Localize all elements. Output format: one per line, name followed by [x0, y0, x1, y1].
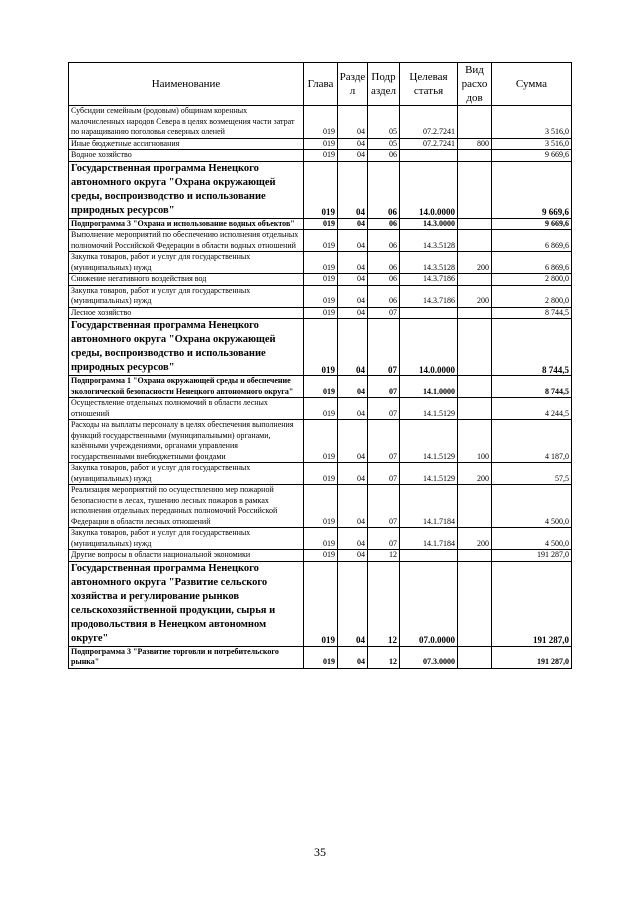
cell-target: 07.3.0000 — [400, 646, 458, 668]
cell-kind — [458, 161, 492, 218]
table-row — [69, 485, 572, 528]
cell-name: Лесное хозяйство — [69, 307, 304, 319]
cell-target: 14.1.5129 — [400, 420, 458, 463]
cell-target: 07.2.7241 — [400, 106, 458, 139]
cell-chapter: 019 — [304, 376, 338, 398]
cell-section: 04 — [338, 376, 368, 398]
cell-subsection: 06 — [368, 218, 400, 230]
cell-kind: 800 — [458, 138, 492, 150]
table-row — [69, 376, 572, 398]
cell-chapter: 019 — [304, 230, 338, 252]
cell-subsection: 12 — [368, 646, 400, 668]
cell-sum: 57,5 — [492, 463, 572, 485]
cell-chapter: 019 — [304, 252, 338, 274]
cell-kind — [458, 150, 492, 162]
cell-target: 14.1.5129 — [400, 463, 458, 485]
cell-subsection: 05 — [368, 106, 400, 139]
cell-section: 04 — [338, 150, 368, 162]
cell-kind — [458, 218, 492, 230]
cell-chapter: 019 — [304, 485, 338, 528]
cell-kind — [458, 550, 492, 562]
cell-name: Закупка товаров, работ и услуг для государственных (муниципальных) нужд — [69, 252, 304, 274]
cell-section: 04 — [338, 161, 368, 218]
cell-sum: 2 800,0 — [492, 285, 572, 307]
cell-sum: 2 800,0 — [492, 274, 572, 286]
table-row — [69, 161, 572, 218]
cell-chapter: 019 — [304, 285, 338, 307]
cell-target: 14.3.0000 — [400, 218, 458, 230]
cell-target: 14.1.5129 — [400, 398, 458, 420]
cell-sum: 6 869,6 — [492, 230, 572, 252]
cell-sum: 8 744,5 — [492, 319, 572, 376]
cell-name: Подпрограмма 3 "Охрана и использование водных объектов" — [69, 218, 304, 230]
table-header-row — [69, 63, 572, 106]
cell-name: Подпрограмма 1 "Охрана окружающей среды и обеспечение экологической безопасности Ненецкого автономного округа" — [69, 376, 304, 398]
cell-sum: 4 500,0 — [492, 485, 572, 528]
cell-section: 04 — [338, 285, 368, 307]
cell-name: Государственная программа Ненецкого автономного округа "Развитие сельского хозяйства и регулирование рынков сельскохозяйственной продукции, сырья и продовольствия в Ненецком автономном округе" — [69, 561, 304, 646]
cell-chapter: 019 — [304, 561, 338, 646]
cell-section: 04 — [338, 106, 368, 139]
table-row — [69, 319, 572, 376]
table-row — [69, 150, 572, 162]
cell-sum: 4 500,0 — [492, 528, 572, 550]
cell-subsection: 07 — [368, 463, 400, 485]
cell-chapter: 019 — [304, 398, 338, 420]
table-row — [69, 463, 572, 485]
cell-chapter: 019 — [304, 106, 338, 139]
cell-kind — [458, 319, 492, 376]
header-subsection: Подр аздел — [368, 63, 400, 106]
cell-kind — [458, 485, 492, 528]
cell-name: Снижение негативного воздействия вод — [69, 274, 304, 286]
cell-chapter: 019 — [304, 319, 338, 376]
cell-kind: 200 — [458, 252, 492, 274]
cell-sum: 191 287,0 — [492, 561, 572, 646]
cell-section: 04 — [338, 420, 368, 463]
cell-name: Закупка товаров, работ и услуг для государственных (муниципальных) нужд — [69, 528, 304, 550]
cell-section: 04 — [338, 307, 368, 319]
cell-target — [400, 150, 458, 162]
table-row — [69, 646, 572, 668]
cell-sum: 3 516,0 — [492, 138, 572, 150]
cell-sum: 6 869,6 — [492, 252, 572, 274]
header-target: Целевая статья — [400, 63, 458, 106]
cell-name: Субсидии семейным (родовым) общинам коренных малочисленных народов Севера в целях возмещения части затрат по наращиванию поголовья северных оленей — [69, 106, 304, 139]
table-row — [69, 550, 572, 562]
cell-section: 04 — [338, 485, 368, 528]
cell-sum: 3 516,0 — [492, 106, 572, 139]
cell-target: 14.0.0000 — [400, 319, 458, 376]
cell-kind — [458, 376, 492, 398]
cell-subsection: 07 — [368, 307, 400, 319]
cell-kind: 200 — [458, 528, 492, 550]
cell-sum: 4 244,5 — [492, 398, 572, 420]
cell-chapter: 019 — [304, 218, 338, 230]
cell-chapter: 019 — [304, 420, 338, 463]
header-sum: Сумма — [492, 63, 572, 106]
page-number: 35 — [314, 845, 326, 859]
cell-section: 04 — [338, 561, 368, 646]
cell-sum: 191 287,0 — [492, 646, 572, 668]
cell-subsection: 05 — [368, 138, 400, 150]
table-row — [69, 230, 572, 252]
cell-subsection: 12 — [368, 550, 400, 562]
cell-kind — [458, 646, 492, 668]
cell-kind — [458, 561, 492, 646]
cell-subsection: 06 — [368, 150, 400, 162]
cell-subsection: 06 — [368, 274, 400, 286]
cell-name: Государственная программа Ненецкого автономного округа "Охрана окружающей среды, воспроизводство и использование природных ресурсов" — [69, 319, 304, 376]
cell-target: 14.3.5128 — [400, 230, 458, 252]
cell-chapter: 019 — [304, 150, 338, 162]
cell-name: Подпрограмма 3 "Развитие торговли и потребительского рынка" — [69, 646, 304, 668]
cell-kind: 200 — [458, 463, 492, 485]
cell-kind — [458, 230, 492, 252]
table-row — [69, 307, 572, 319]
cell-subsection: 07 — [368, 376, 400, 398]
cell-sum: 9 669,6 — [492, 150, 572, 162]
cell-name: Другие вопросы в области национальной экономики — [69, 550, 304, 562]
table-row — [69, 274, 572, 286]
cell-subsection: 07 — [368, 319, 400, 376]
table-body — [69, 106, 572, 669]
cell-target: 14.3.7186 — [400, 285, 458, 307]
cell-section: 04 — [338, 230, 368, 252]
cell-section: 04 — [338, 463, 368, 485]
cell-subsection: 06 — [368, 161, 400, 218]
cell-sum: 4 187,0 — [492, 420, 572, 463]
cell-subsection: 07 — [368, 420, 400, 463]
table-row — [69, 398, 572, 420]
cell-sum: 9 669,6 — [492, 218, 572, 230]
cell-target: 14.1.0000 — [400, 376, 458, 398]
table-row — [69, 218, 572, 230]
budget-table — [68, 62, 572, 669]
cell-name: Водное хозяйство — [69, 150, 304, 162]
cell-target: 07.0.0000 — [400, 561, 458, 646]
cell-kind: 200 — [458, 285, 492, 307]
table-row — [69, 528, 572, 550]
cell-subsection: 06 — [368, 230, 400, 252]
cell-target: 14.1.7184 — [400, 528, 458, 550]
header-section: Разде л — [338, 63, 368, 106]
cell-name: Осуществление отдельных полномочий в области лесных отношений — [69, 398, 304, 420]
cell-section: 04 — [338, 138, 368, 150]
cell-sum: 8 744,5 — [492, 376, 572, 398]
cell-target — [400, 550, 458, 562]
cell-section: 04 — [338, 398, 368, 420]
cell-section: 04 — [338, 646, 368, 668]
cell-chapter: 019 — [304, 138, 338, 150]
cell-chapter: 019 — [304, 646, 338, 668]
cell-target: 07.2.7241 — [400, 138, 458, 150]
cell-name: Закупка товаров, работ и услуг для государственных (муниципальных) нужд — [69, 463, 304, 485]
cell-name: Государственная программа Ненецкого автономного округа "Охрана окружающей среды, воспроизводство и использование природных ресурсов" — [69, 161, 304, 218]
cell-section: 04 — [338, 550, 368, 562]
header-chapter: Глава — [304, 63, 338, 106]
cell-target: 14.3.5128 — [400, 252, 458, 274]
cell-kind: 100 — [458, 420, 492, 463]
cell-sum: 8 744,5 — [492, 307, 572, 319]
table-row — [69, 420, 572, 463]
cell-name: Реализация мероприятий по осуществлению мер пожарной безопасности в лесах, тушению лесных пожаров в рамках исполнения отдельных переданных полномочий Российской Федерации в области лесных отношений — [69, 485, 304, 528]
cell-kind — [458, 106, 492, 139]
cell-section: 04 — [338, 252, 368, 274]
cell-section: 04 — [338, 274, 368, 286]
cell-section: 04 — [338, 218, 368, 230]
cell-name: Выполнение мероприятий по обеспечению исполнения отдельных полномочий Российской Федерации в области водных отношений — [69, 230, 304, 252]
cell-target — [400, 307, 458, 319]
cell-kind — [458, 307, 492, 319]
cell-name: Расходы на выплаты персоналу в целях обеспечения выполнения функций государственными (муниципальными) органами, казёнными учреждениями, органами управления государственными внебюджетными фондами — [69, 420, 304, 463]
cell-chapter: 019 — [304, 161, 338, 218]
table-row — [69, 138, 572, 150]
header-name: Наименование — [69, 63, 304, 106]
cell-subsection: 06 — [368, 252, 400, 274]
cell-chapter: 019 — [304, 307, 338, 319]
cell-subsection: 12 — [368, 561, 400, 646]
cell-chapter: 019 — [304, 528, 338, 550]
table-row — [69, 252, 572, 274]
header-kind: Вид расхо дов — [458, 63, 492, 106]
cell-target: 14.0.0000 — [400, 161, 458, 218]
cell-target: 14.3.7186 — [400, 274, 458, 286]
cell-target: 14.1.7184 — [400, 485, 458, 528]
table-row — [69, 106, 572, 139]
cell-name: Иные бюджетные ассигнования — [69, 138, 304, 150]
cell-sum: 191 287,0 — [492, 550, 572, 562]
cell-subsection: 07 — [368, 398, 400, 420]
cell-subsection: 06 — [368, 285, 400, 307]
cell-chapter: 019 — [304, 274, 338, 286]
cell-kind — [458, 274, 492, 286]
cell-section: 04 — [338, 319, 368, 376]
cell-subsection: 07 — [368, 485, 400, 528]
table-row — [69, 285, 572, 307]
cell-name: Закупка товаров, работ и услуг для государственных (муниципальных) нужд — [69, 285, 304, 307]
table-row — [69, 561, 572, 646]
cell-kind — [458, 398, 492, 420]
cell-sum: 9 669,6 — [492, 161, 572, 218]
cell-chapter: 019 — [304, 550, 338, 562]
cell-chapter: 019 — [304, 463, 338, 485]
cell-subsection: 07 — [368, 528, 400, 550]
cell-section: 04 — [338, 528, 368, 550]
